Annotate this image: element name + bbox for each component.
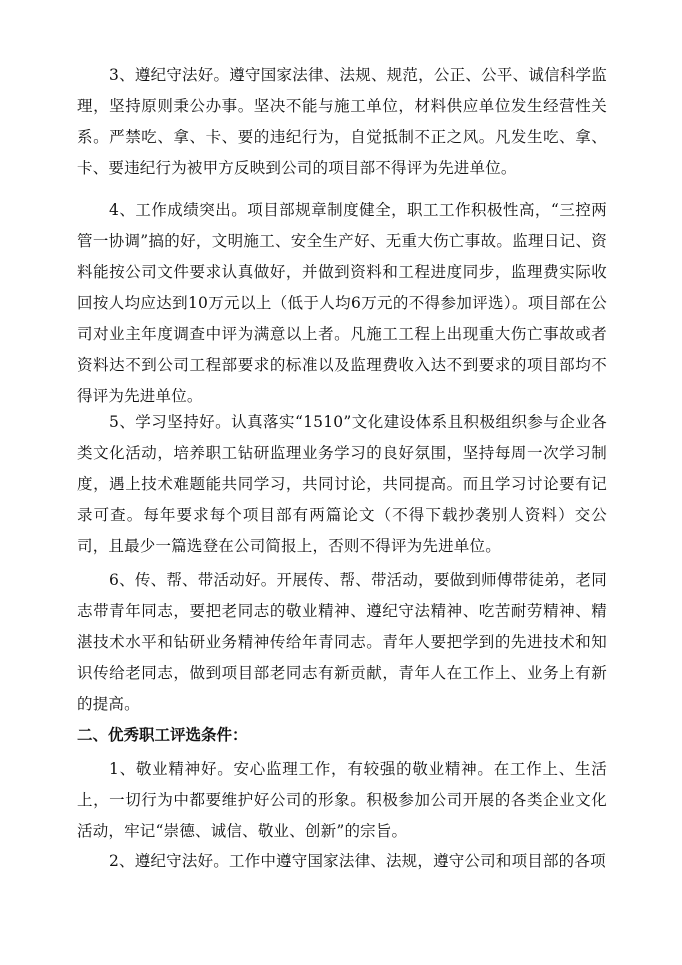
paragraph-rule-5: 5、学习坚持好。认真落实“1510”文化建设体系且积极组织参与企业各类文化活动，培养职工钻研监理业务学习的良好氛围，坚持每周一次学习制度，遇上技术难题能共同学习，共同讨论，共同提高。而且学习讨论要有记录可查。每年要求每个项目部有两篇论文（不得下载抄袭别人资料）交公司，且最少一篇选登在公司简报上，否则不得评为先进单位。 [77,413,607,555]
section-heading: 二、优秀职工评选条件： [77,726,248,744]
paragraph-rule-3: 3、遵纪守法好。遵守国家法律、法规、规范，公正、公平、诚信科学监理，坚持原则秉公办事。坚决不能与施工单位，材料供应单位发生经营性关系。严禁吃、拿、卡、要的违纪行为，自觉抵制不正之风。凡发生吃、拿、卡、要违纪行为被甲方反映到公司的项目部不得评为先进单位。 [77,66,607,177]
paragraph-employee-2: 2、遵纪守法好。工作中遵守国家法律、法规，遵守公司和项目部的各项 [109,852,606,870]
paragraph-rule-4: 4、工作成绩突出。项目部规章制度健全，职工工作积极性高，“三控两管一协调”搞的好，文明施工、安全生产好、无重大伤亡事故。监理日记、资料能按公司文件要求认真做好，并做到资料和工程进度同步，监理费实际收回按人均应达到10万元以上（低于人均6万元的不得参加评选）。项目部在公司对业主年度调查中评为满意以上者。凡施工工程上出现重大伤亡事故或者资料达不到公司工程部要求的标准以及监理费收入达不到要求的项目部均不得评为先进单位。 [77,201,607,405]
paragraph-employee-1: 1、敬业精神好。安心监理工作，有较强的敬业精神。在工作上、生活上，一切行为中都要维护好公司的形象。积极参加公司开展的各类企业文化活动，牢记“崇德、诚信、敬业、创新”的宗旨。 [77,760,607,840]
paragraph-rule-6: 6、传、帮、带活动好。开展传、帮、带活动，要做到师傅带徒弟，老同志带青年同志，要把老同志的敬业精神、遵纪守法精神、吃苦耐劳精神、精湛技术水平和钻研业务精神传给年青同志。青年人要把学到的先进技术和知识传给老同志，做到项目部老同志有新贡献，青年人在工作上、业务上有新的提高。 [77,571,607,713]
